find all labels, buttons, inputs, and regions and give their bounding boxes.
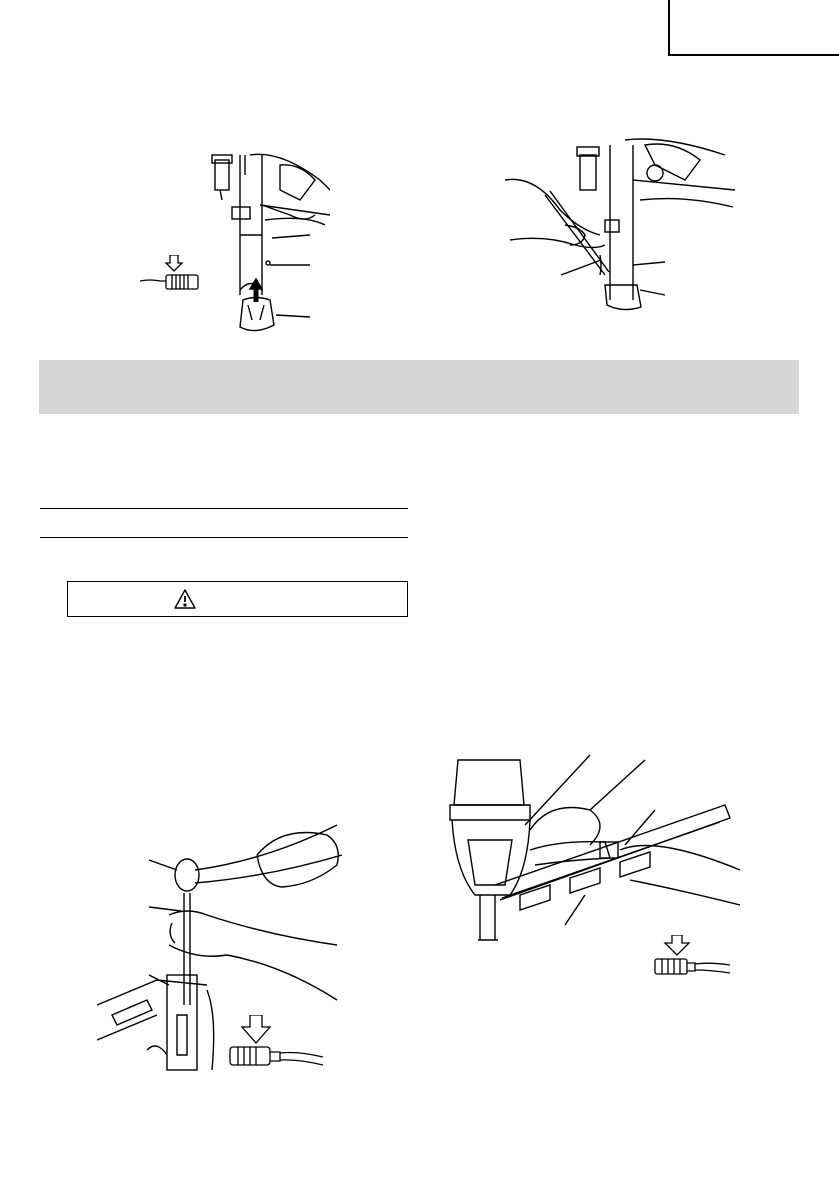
caution-box [67, 581, 408, 617]
figure-nose-guard-removal [130, 145, 330, 340]
subsection-rule-top [40, 508, 408, 509]
figure-nailer-held [440, 750, 740, 950]
figure-air-coupler-disconnect-3 [650, 935, 730, 980]
section-heading-band [39, 360, 799, 414]
subsection-rule-bottom [40, 537, 408, 538]
warning-triangle-icon [173, 588, 197, 610]
figure-guard-install-hand [505, 135, 740, 315]
figure-air-coupler-disconnect [140, 255, 210, 295]
page-tab-box [668, 0, 839, 56]
figure-air-coupler-disconnect-2 [228, 1015, 323, 1075]
